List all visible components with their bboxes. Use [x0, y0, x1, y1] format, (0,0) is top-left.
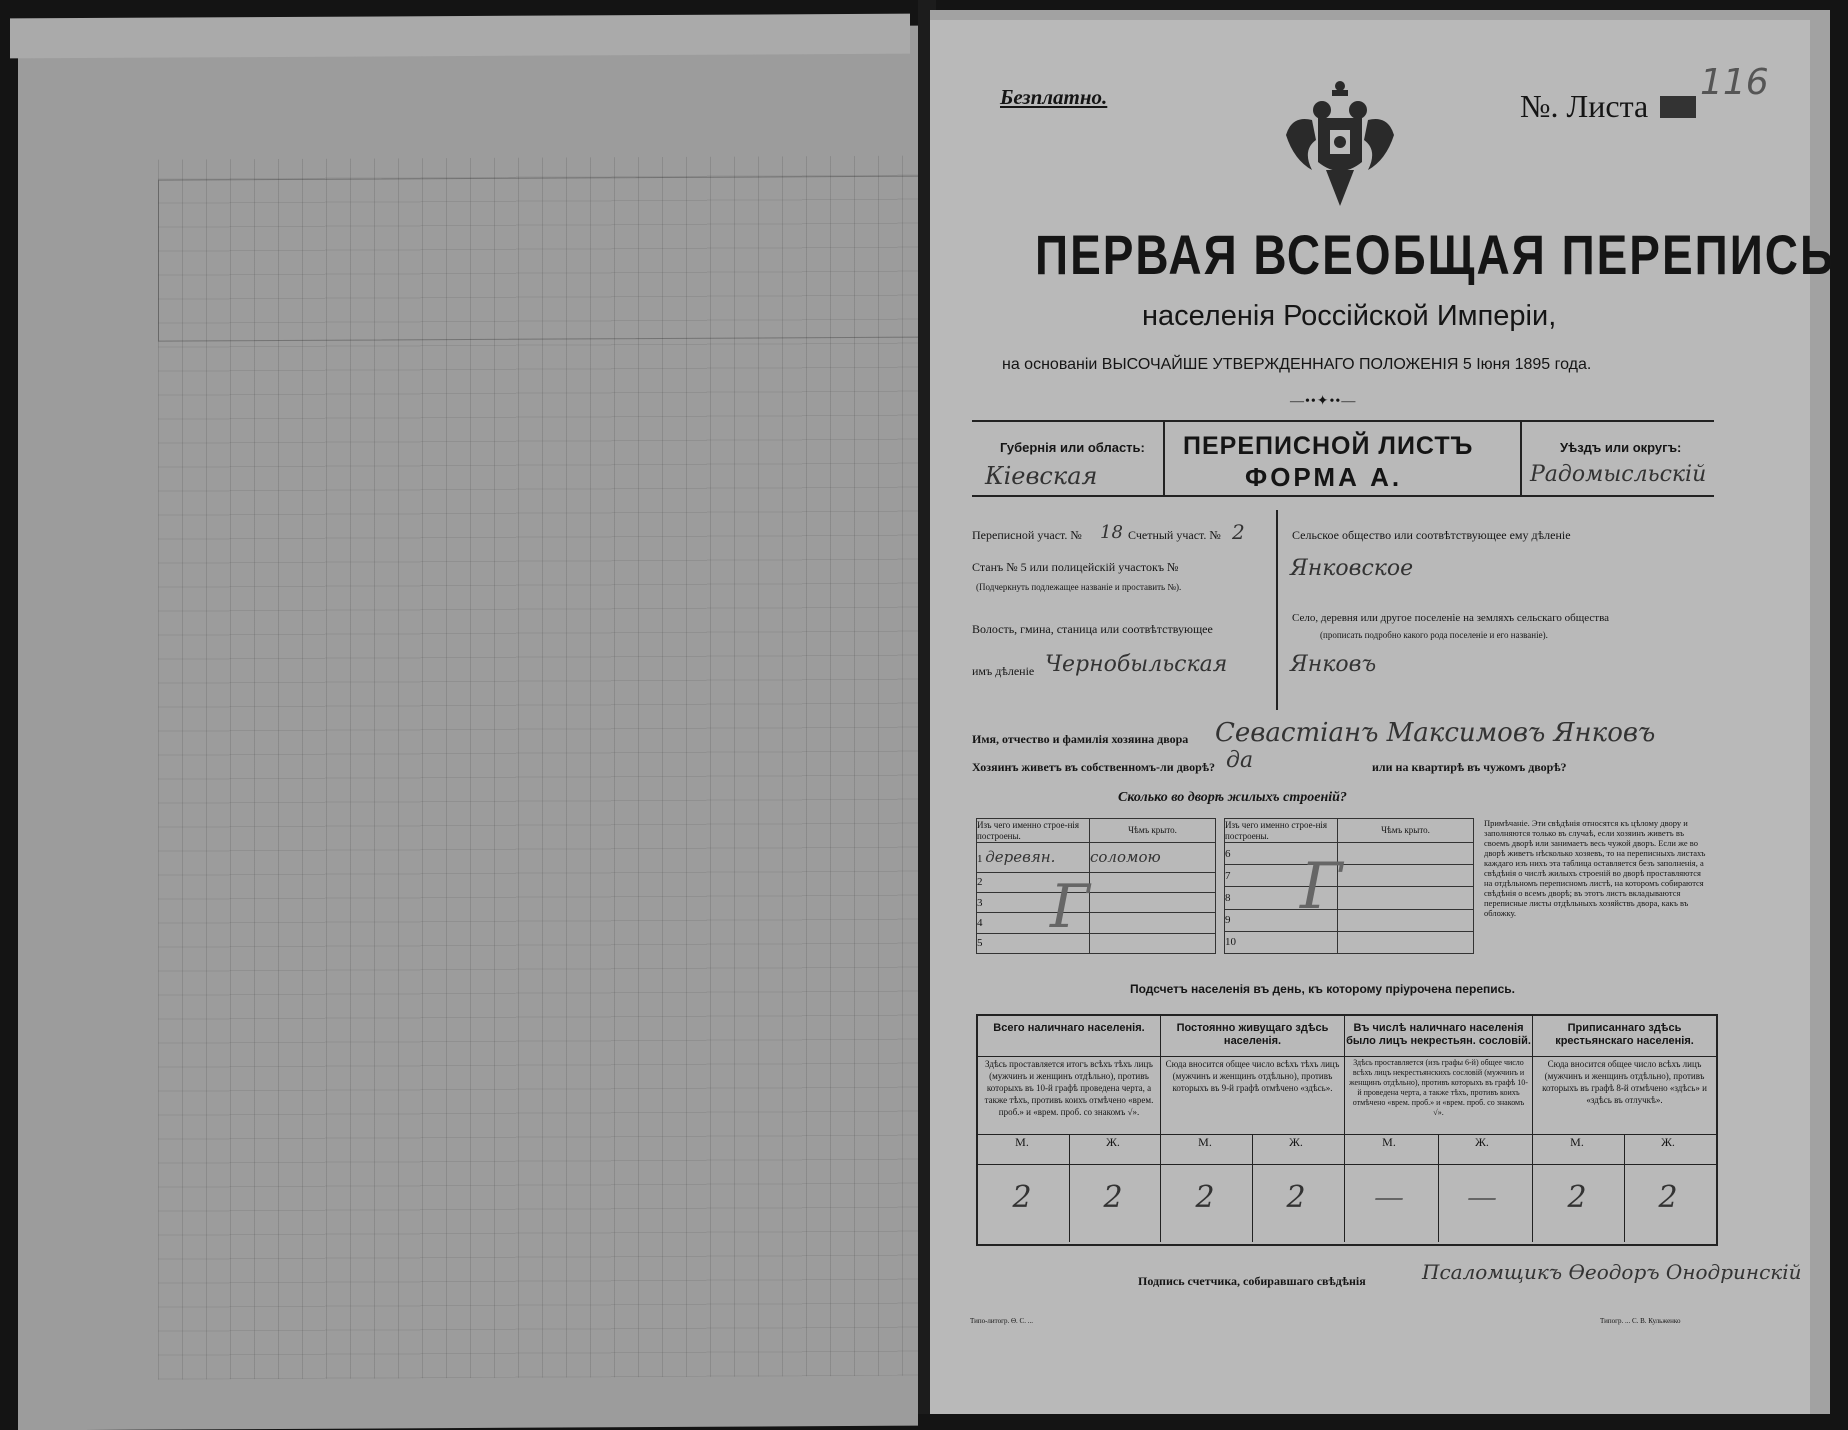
buildings-table-right [1224, 818, 1474, 954]
census-district-label: Переписной участ. № [972, 528, 1082, 542]
volost-value: Чернобыльская [1045, 652, 1228, 677]
signature-label: Подпись счетчика, собиравшаго свѣдѣнія [1138, 1274, 1366, 1288]
buildings-table-left [976, 818, 1216, 954]
m-header: М. [1382, 1135, 1396, 1149]
tally-value: 2 [1658, 1180, 1678, 1215]
imperial-eagle-icon [1282, 80, 1398, 210]
tally-col-desc-4: Сюда вносится общее число всѣхъ лицъ (мужчинъ и женщинъ отдѣльно), противъ которыхъ въ графѣ 8-й отмѣчено «здѣсь» и «здѣсь въ отлучкѣ». [1542, 1059, 1707, 1105]
ornament-divider: —••✦••— [1290, 394, 1357, 409]
counting-district-label: Счетный участ. № [1128, 528, 1221, 542]
row-number: 10 [1225, 931, 1338, 953]
fields-divider [1276, 510, 1278, 710]
col-material-header: Изъ чего именно строе-нія построены. [977, 819, 1090, 843]
row1-roof: соломою [1090, 843, 1216, 873]
uezd-value: Радомысльскій [1530, 462, 1707, 487]
owner-rent-label: или на квартирѣ въ чужомъ дворѣ? [1372, 760, 1567, 774]
tally-value: 2 [1195, 1180, 1215, 1215]
col-material-header: Изъ чего именно строе-нія построены. [1225, 819, 1338, 843]
legal-basis-line: на основаніи ВЫСОЧАЙШЕ УТВЕРЖДЕННАГО ПОЛОЖЕНІЯ 5 Іюня 1895 года. [1002, 356, 1592, 373]
village-label: Село, деревня или другое поселеніе на земляхъ сельскаго общества [1292, 612, 1610, 624]
f-header: Ж. [1106, 1135, 1120, 1149]
gubernia-value: Кіевская [985, 462, 1098, 490]
col-roof-header: Чѣмъ крыто. [1090, 819, 1216, 843]
dash-mark-left: Г [1050, 872, 1090, 942]
tally-value: — [1467, 1180, 1497, 1215]
header-rule-bottom [972, 495, 1714, 497]
m-header: М. [1570, 1135, 1584, 1149]
owner-lives-value: да [1226, 748, 1254, 773]
header-divider-left [1163, 420, 1165, 497]
village-value: Янковъ [1290, 652, 1377, 677]
community-value: Янковское [1290, 556, 1414, 581]
printer-imprint-left: Типо-литогр. Ѳ. С. ... [970, 1317, 1033, 1325]
tally-col-desc-1: Здѣсь проставляется итогъ всѣхъ тѣхъ лицъ (мужчинъ и женщинъ отдѣльно), противъ которыхъ въ 10-й графѣ проведена черта, а также тѣхъ, противъ коихъ отмѣчено «врем. проб.» и «врем. проб. со знакомъ √». [984, 1059, 1154, 1117]
f-header: Ж. [1475, 1135, 1489, 1149]
tally-col-head-2: Постоянно живущаго здѣсь населенія. [1176, 1022, 1329, 1047]
tally-col-desc-2: Сюда вносится общее число всѣхъ тѣхъ лицъ (мужчинъ и женщинъ отдѣльно), противъ которыхъ въ 9-й графѣ отмѣчено «здѣсь». [1165, 1059, 1340, 1093]
stan-label: Станъ № 5 или полицейскій участокъ № [972, 560, 1179, 574]
row-number: 5 [977, 933, 1090, 953]
gubernia-label: Губернія или область: [1000, 440, 1145, 455]
census-district-value: 18 [1100, 522, 1123, 543]
tally-col-head-4: Приписаннаго здѣсь крестьянскаго населенія. [1555, 1022, 1694, 1047]
row-number: 9 [1225, 909, 1338, 931]
printer-imprint-right: Типогр. ... С. В. Кульженко [1600, 1317, 1681, 1325]
counting-district-value: 2 [1232, 520, 1245, 544]
col-roof-header: Чѣмъ крыто. [1338, 819, 1474, 843]
row-number: 6 [1225, 843, 1338, 865]
pencil-folio-number: 116 [1700, 62, 1769, 103]
tally-col-head-1: Всего наличнаго населенія. [993, 1022, 1145, 1034]
sheet-number-label: №. Листа [1520, 88, 1649, 124]
tally-value: — [1374, 1180, 1404, 1215]
header-rule-top [972, 420, 1714, 422]
form-title: ПЕРЕПИСНОЙ ЛИСТЪ [1183, 432, 1474, 460]
row-number: 4 [977, 913, 1090, 933]
tally-value: 2 [1567, 1180, 1587, 1215]
left-page-table-header [158, 176, 920, 342]
left-page [18, 26, 918, 1430]
stan-note: (Подчеркнуть подлежащее названіе и проставить №). [976, 582, 1182, 592]
m-header: М. [1015, 1135, 1029, 1149]
tally-row-rule [978, 1164, 1716, 1165]
tally-value: 2 [1012, 1180, 1032, 1215]
tally-value: 2 [1103, 1180, 1123, 1215]
buildings-label: Сколько во дворѣ жилыхъ строеній? [1118, 790, 1347, 805]
page-stack-edge [10, 14, 910, 59]
f-header: Ж. [1289, 1135, 1303, 1149]
m-header: М. [1198, 1135, 1212, 1149]
dash-mark-right: Г [1300, 850, 1343, 924]
row-number: 1 [977, 853, 983, 866]
row1-material: деревян. [985, 848, 1056, 867]
volost-label: Волость, гмина, станица или соотвѣтствующее [972, 622, 1213, 636]
page-title: ПЕРВАЯ ВСЕОБЩАЯ ПЕРЕПИСЬ [1035, 223, 1836, 287]
row-number: 2 [977, 872, 1090, 892]
buildings-note: Примѣчаніе. Эти свѣдѣнія относятся къ цѣлому двору и заполняются только въ случаѣ, если хозяинъ живетъ въ своемъ дворѣ или занимаетъ весь чужой дворъ. Если же во дворѣ живетъ нѣсколько хозяевъ, то на переписныхъ листахъ каждаго изъ нихъ эта таблица оставляется безъ заполненія, а свѣдѣнія о числѣ жилыхъ строеній во дворѣ проставляются на отдѣльномъ переписномъ листѣ, на которомъ собираются свѣдѣнія о всемъ дворѣ; въ этотъ листъ вкладываются переписные листы отдѣльныхъ хозяйствъ двора, какъ въ обложку. [1484, 818, 1706, 918]
header-divider-right [1520, 420, 1522, 497]
tally-col-desc-3: Здѣсь проставляется (изъ графы 6-й) общее число всѣхъ лицъ некрестьянскихъ сословій (мужчинъ и женщинъ отдѣльно), противъ которыхъ въ графѣ 10-й проведена черта, а также тѣхъ, противъ коихъ отмѣчено «врем. проб.» и «врем. проб. со знакомъ √». [1349, 1058, 1528, 1117]
signature-value: Псаломщикъ Өеодоръ Онодринскій [1422, 1260, 1802, 1284]
row-number: 7 [1225, 865, 1338, 887]
volost-label-2: имъ дѣленіе [972, 664, 1035, 678]
row-number: 8 [1225, 887, 1338, 909]
tally-col-head-3: Въ числѣ наличнаго населенія было лицъ некрестьян. сословій. [1346, 1022, 1531, 1047]
form-letter: ФОРМА А. [1245, 462, 1403, 492]
owner-lives-label: Хозяинъ живетъ въ собственномъ-ли дворѣ? [972, 760, 1216, 774]
f-header: Ж. [1661, 1135, 1675, 1149]
free-label: Безплатно. [1000, 85, 1108, 109]
tally-heading: Подсчетъ населенія въ день, къ которому пріурочена перепись. [1130, 982, 1515, 996]
community-label: Сельское общество или соотвѣтствующее ему дѣленіе [1292, 528, 1571, 542]
sheet-number-box [1660, 96, 1696, 118]
uezd-label: Уѣздъ или округъ: [1560, 440, 1682, 455]
page-subtitle: населенія Россійской Имперіи, [1142, 300, 1557, 332]
row-number: 3 [977, 893, 1090, 913]
village-note: (прописать подробно какого рода поселеніе и его названіе). [1320, 630, 1548, 640]
owner-name-value: Севастіанъ Максимовъ Янковъ [1215, 718, 1656, 748]
tally-value: 2 [1286, 1180, 1306, 1215]
owner-name-label: Имя, отчество и фамилія хозяина двора [972, 732, 1189, 746]
